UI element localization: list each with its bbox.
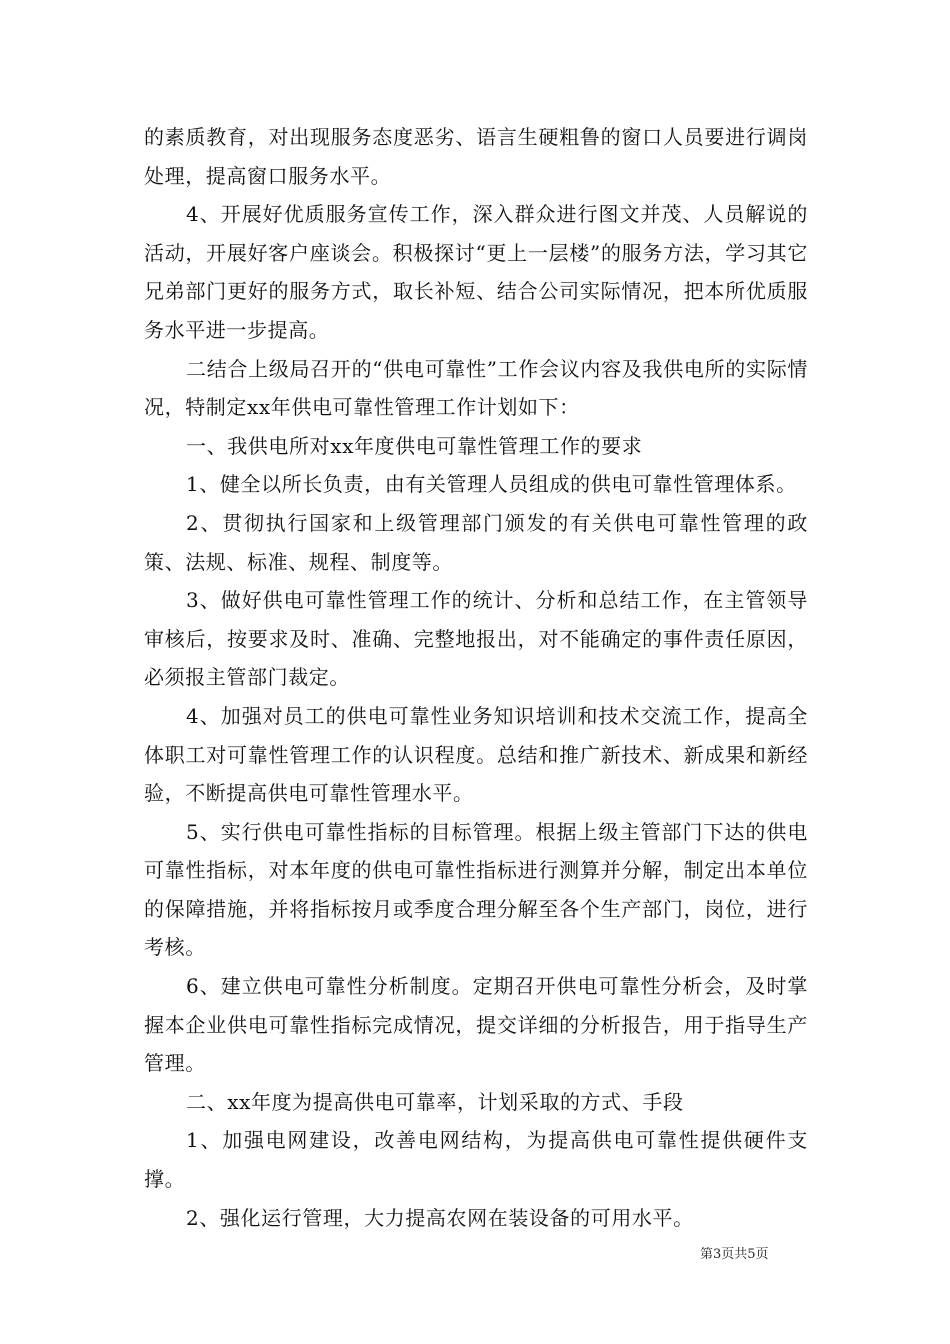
- paragraph-requirement-6: 6、建立供电可靠性分析制度。定期召开供电可靠性分析会，及时掌握本企业供电可靠性指标完成情况，提交详细的分析报告，用于指导生产管理。: [144, 974, 808, 1076]
- section-heading-requirements: 一、我供电所对xx年度供电可靠性管理工作的要求: [186, 433, 643, 458]
- paragraph-measure-2: 2、强化运行管理，大力提高农网在装设备的可用水平。: [186, 1205, 694, 1230]
- paragraph-reliability-plan-intro: 二结合上级局召开的“供电可靠性”工作会议内容及我供电所的实际情况，特制定xx年供电可靠性管理工作计划如下：: [144, 356, 808, 420]
- paragraph-requirement-3: 3、做好供电可靠性管理工作的统计、分析和总结工作，在主管领导审核后，按要求及时、准确、完整地报出，对不能确定的事件责任原因，必须报主管部门裁定。: [144, 588, 808, 690]
- paragraph-item-4-service-promotion: 4、开展好优质服务宣传工作，深入群众进行图文并茂、人员解说的活动，开展好客户座谈会。积极探讨“更上一层楼”的服务方法，学习其它兄弟部门更好的服务方式，取长补短、结合公司实际情况，把本所优质服务水平进一步提高。: [144, 202, 808, 342]
- page-number: 第3页共5页: [700, 1247, 769, 1262]
- paragraph-requirement-5: 5、实行供电可靠性指标的目标管理。根据上级主管部门下达的供电可靠性指标，对本年度的供电可靠性指标进行测算并分解，制定出本单位的保障措施，并将指标按月或季度合理分解至各个生产部门，岗位，进行考核。: [144, 819, 808, 960]
- paragraph-requirement-4: 4、加强对员工的供电可靠性业务知识培训和技术交流工作，提高全体职工对可靠性管理工作的认识程度。总结和推广新技术、新成果和新经验，不断提高供电可靠性管理水平。: [144, 703, 808, 806]
- paragraph-requirement-2: 2、贯彻执行国家和上级管理部门颁发的有关供电可靠性管理的政策、法规、标准、规程、制度等。: [144, 510, 808, 574]
- paragraph-continuation: 的素质教育，对出现服务态度恶劣、语言生硬粗鲁的窗口人员要进行调岗处理，提高窗口服务水平。: [144, 125, 808, 188]
- document-body: [144, 118, 808, 1237]
- paragraph-requirement-1: 1、健全以所长负责，由有关管理人员组成的供电可靠性管理体系。: [186, 472, 797, 497]
- paragraph-measure-1: 1、加强电网建设，改善电网结构，为提高供电可靠性提供硬件支撑。: [144, 1128, 808, 1192]
- section-heading-measures: 二、xx年度为提高供电可靠率，计划采取的方式、手段: [186, 1089, 684, 1114]
